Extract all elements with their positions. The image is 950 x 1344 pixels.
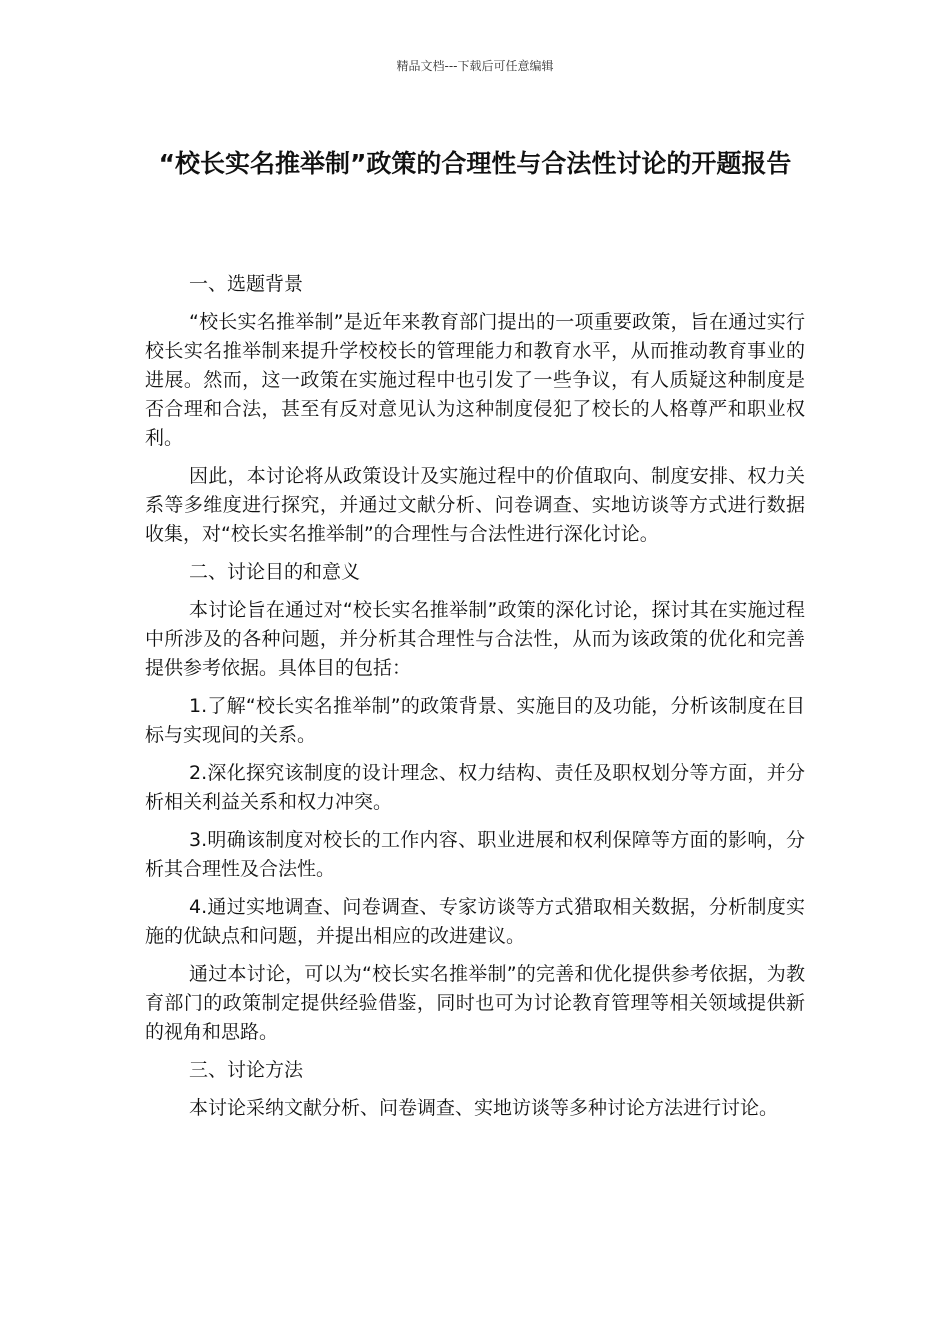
list-item: 2.深化探究该制度的设计理念、权力结构、责任及职权划分等方面，并分析相关利益关系和权力冲突。 — [145, 762, 805, 813]
paragraph: 通过本讨论，可以为“校长实名推举制”的完善和优化提供参考依据，为教育部门的政策制定提供经验借鉴，同时也可为讨论教育管理等相关领域提供新的视角和思路。 — [145, 963, 805, 1043]
paragraph: 因此，本讨论将从政策设计及实施过程中的价值取向、制度安排、权力关系等多维度进行探究，并通过文献分析、问卷调查、实地访谈等方式进行数据收集，对“校长实名推举制”的合理性与合法性进行深化讨论。 — [145, 465, 805, 545]
paragraph: “校长实名推举制”是近年来教育部门提出的一项重要政策，旨在通过实行校长实名推举制来提升学校校长的管理能力和教育水平，从而推动教育事业的进展。然而，这一政策在实施过程中也引发了一些争议，有人质疑这种制度是否合理和合法，甚至有反对意见认为这种制度侵犯了校长的人格尊严和职业权利。 — [145, 311, 805, 449]
paragraph: 本讨论采纳文献分析、问卷调查、实地访谈等多种讨论方法进行讨论。 — [189, 1097, 779, 1119]
list-item: 3.明确该制度对校长的工作内容、职业进展和权利保障等方面的影响，分析其合理性及合法性。 — [145, 829, 805, 880]
list-item: 1.了解“校长实名推举制”的政策背景、实施目的及功能，分析该制度在目标与实现间的关系。 — [145, 695, 805, 746]
page-header-watermark: 精品文档---下载后可任意编辑 — [396, 59, 554, 73]
list-item: 4.通过实地调查、问卷调查、专家访谈等方式猎取相关数据，分析制度实施的优缺点和问题，并提出相应的改进建议。 — [145, 896, 805, 947]
paragraph: 本讨论旨在通过对“校长实名推举制”政策的深化讨论，探讨其在实施过程中所涉及的各种问题，并分析其合理性与合法性，从而为该政策的优化和完善提供参考依据。具体目的包括： — [145, 599, 805, 679]
section-heading-purpose: 二、讨论目的和意义 — [189, 561, 361, 583]
section-heading-method: 三、讨论方法 — [189, 1059, 304, 1081]
section-heading-background: 一、选题背景 — [189, 273, 304, 295]
document-title: “校长实名推举制”政策的合理性与合法性讨论的开题报告 — [158, 149, 792, 178]
document-body — [145, 270, 805, 1132]
